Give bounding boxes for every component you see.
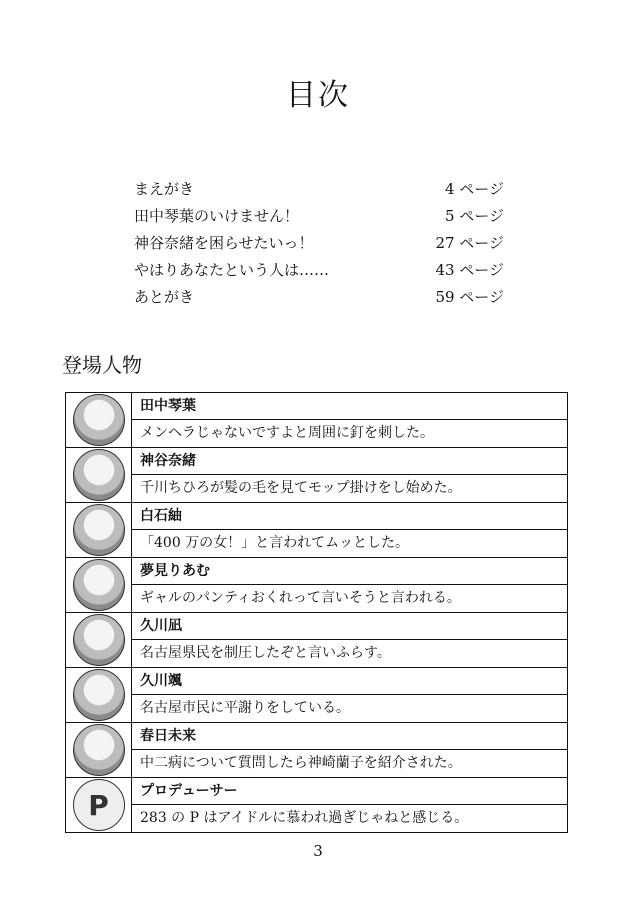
toc-entry-label: あとがき [134, 288, 195, 306]
toc-entry [134, 203, 504, 230]
character-row-desc [66, 805, 568, 833]
character-table [65, 392, 568, 833]
portrait-cell [66, 503, 132, 558]
portrait-cell [66, 558, 132, 613]
character-description: 中二病について質問したら神崎蘭子を紹介された。 [132, 750, 568, 778]
character-row-desc [66, 640, 568, 668]
toc-entry-page: 43 ページ [435, 261, 504, 279]
character-row [66, 723, 568, 750]
portrait-cell [66, 393, 132, 448]
toc-entry-page: 5 ページ [444, 207, 504, 225]
character-row-desc [66, 530, 568, 558]
character-row [66, 448, 568, 475]
character-name: 田中琴葉 [132, 393, 568, 420]
character-name: 夢見りあむ [132, 558, 568, 585]
girl-portrait-icon [73, 504, 125, 556]
girl-portrait-icon [73, 614, 125, 666]
toc-entry-page: 4 ページ [444, 180, 504, 198]
character-description: 千川ちひろが髪の毛を見てモップ掛けをし始めた。 [132, 475, 568, 503]
character-row [66, 778, 568, 805]
character-description: メンヘラじゃないですよと周囲に釘を刺した。 [132, 420, 568, 448]
portrait-cell [66, 448, 132, 503]
character-row-desc [66, 585, 568, 613]
character-row-desc [66, 420, 568, 448]
toc-entry [134, 257, 504, 284]
girl-portrait-icon [73, 559, 125, 611]
character-row [66, 503, 568, 530]
toc-entry-label: 田中琴葉のいけません！ [134, 207, 300, 225]
girl-portrait-icon [73, 724, 125, 776]
page-number: 3 [313, 842, 323, 860]
page-title: 目次 [286, 78, 350, 113]
toc-entry-label: やはりあなたという人は…… [134, 261, 330, 279]
character-row [66, 393, 568, 420]
character-name: 久川凪 [132, 613, 568, 640]
character-row-desc [66, 695, 568, 723]
p-letter-icon: P [73, 779, 125, 831]
toc-entry-label: 神谷奈緒を困らせたいっ！ [134, 234, 314, 252]
character-description: 「400 万の女！」と言われてムッとした。 [132, 530, 568, 558]
portrait-cell [66, 723, 132, 778]
character-description: 名古屋市民に平謝りをしている。 [132, 695, 568, 723]
character-row-desc [66, 475, 568, 503]
girl-portrait-icon [73, 449, 125, 501]
toc-entry-page: 27 ページ [435, 234, 504, 252]
girl-portrait-icon [73, 394, 125, 446]
character-name: 久川颯 [132, 668, 568, 695]
character-name: 白石紬 [132, 503, 568, 530]
girl-portrait-icon [73, 669, 125, 721]
toc-entry [134, 284, 504, 311]
character-name: 神谷奈緒 [132, 448, 568, 475]
portrait-cell [66, 613, 132, 668]
character-row-desc [66, 750, 568, 778]
character-name: 春日未来 [132, 723, 568, 750]
character-row [66, 613, 568, 640]
characters-heading: 登場人物 [62, 353, 142, 377]
toc-entry [134, 230, 504, 257]
portrait-cell [66, 668, 132, 723]
character-description: ギャルのパンティおくれって言いそうと言われる。 [132, 585, 568, 613]
character-description: 283 の P はアイドルに慕われ過ぎじゃねと感じる。 [132, 805, 568, 833]
toc-entry-page: 59 ページ [435, 288, 504, 306]
table-of-contents [134, 176, 504, 311]
character-row [66, 558, 568, 585]
portrait-cell [66, 778, 132, 833]
character-name: プロデューサー [132, 778, 568, 805]
character-description: 名古屋県民を制圧したぞと言いふらす。 [132, 640, 568, 668]
toc-entry-label: まえがき [134, 180, 195, 198]
toc-entry [134, 176, 504, 203]
character-row [66, 668, 568, 695]
